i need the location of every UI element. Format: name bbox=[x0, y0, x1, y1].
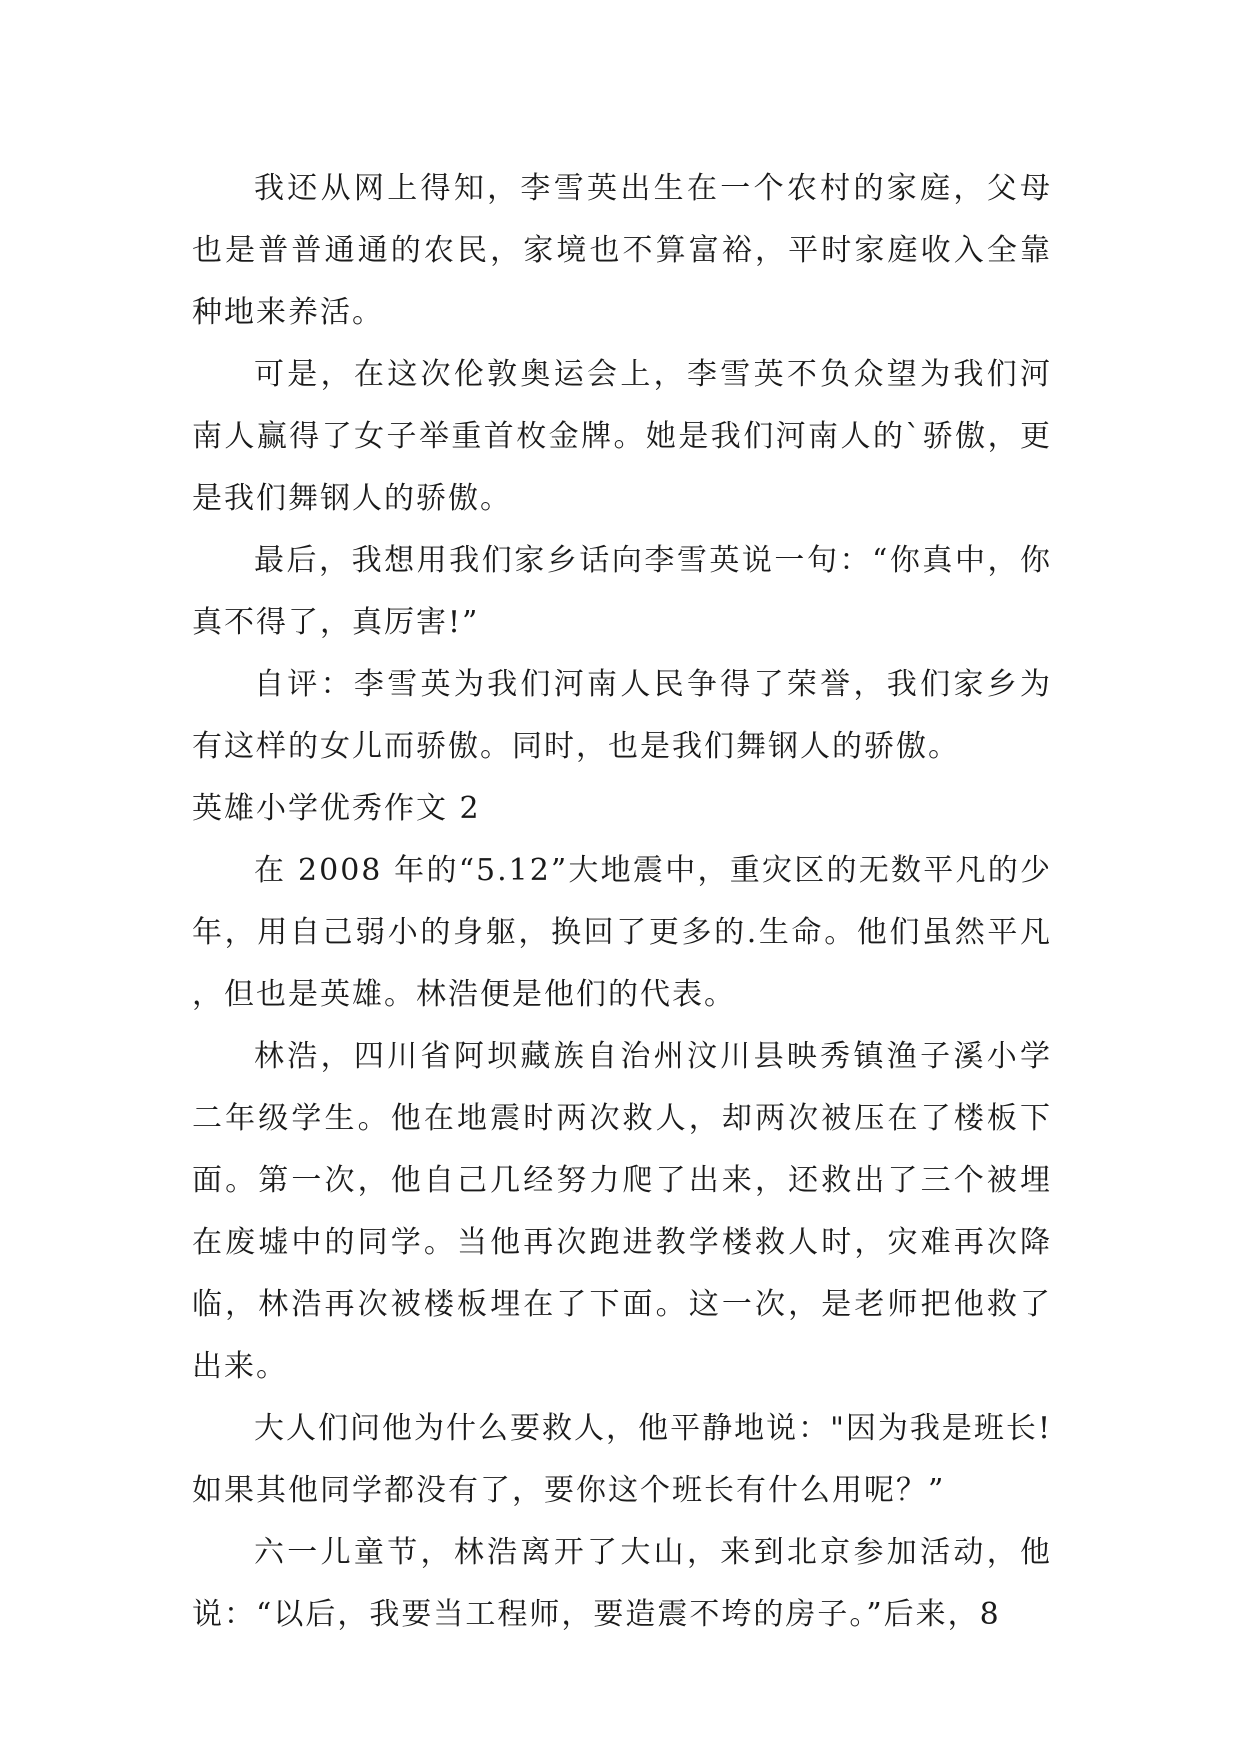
paragraph: 在 2008 年的“5.12”大地震中，重灾区的无数平凡的少年，用自己弱小的身躯，换回了更多的.生命。他们虽然平凡，但也是英雄。林浩便是他们的代表。 bbox=[192, 853, 1052, 1012]
paragraph: 大人们问他为什么要救人，他平静地说："因为我是班长!如果其他同学都没有了，要你这个班长有什么用呢？” bbox=[192, 1411, 1052, 1508]
paragraph: 林浩，四川省阿坝藏族自治州汶川县映秀镇渔子溪小学二年级学生。他在地震时两次救人，却两次被压在了楼板下面。第一次，他自己几经努力爬了出来，还救出了三个被埋在废墟中的同学。当他再次跑进教学楼救人时，灾难再次降临，林浩再次被楼板埋在了下面。这一次，是老师把他救了出来。 bbox=[192, 1039, 1052, 1384]
paragraph: 可是，在这次伦敦奥运会上，李雪英不负众望为我们河南人赢得了女子举重首枚金牌。她是我们河南人的`骄傲，更是我们舞钢人的骄傲。 bbox=[192, 357, 1052, 516]
section-heading: 英雄小学优秀作文 2 bbox=[192, 791, 481, 826]
paragraph: 最后，我想用我们家乡话向李雪英说一句：“你真中，你真不得了，真厉害!” bbox=[192, 543, 1052, 640]
paragraph: 六一儿童节，林浩离开了大山，来到北京参加活动，他说：“以后，我要当工程师，要造震不垮的房子。”后来，8 bbox=[192, 1535, 1052, 1632]
document-page bbox=[192, 158, 1052, 1646]
paragraph: 我还从网上得知，李雪英出生在一个农村的家庭，父母也是普普通通的农民，家境也不算富裕，平时家庭收入全靠种地来养活。 bbox=[192, 171, 1052, 330]
paragraph: 自评：李雪英为我们河南人民争得了荣誉，我们家乡为有这样的女儿而骄傲。同时，也是我们舞钢人的骄傲。 bbox=[192, 667, 1052, 764]
